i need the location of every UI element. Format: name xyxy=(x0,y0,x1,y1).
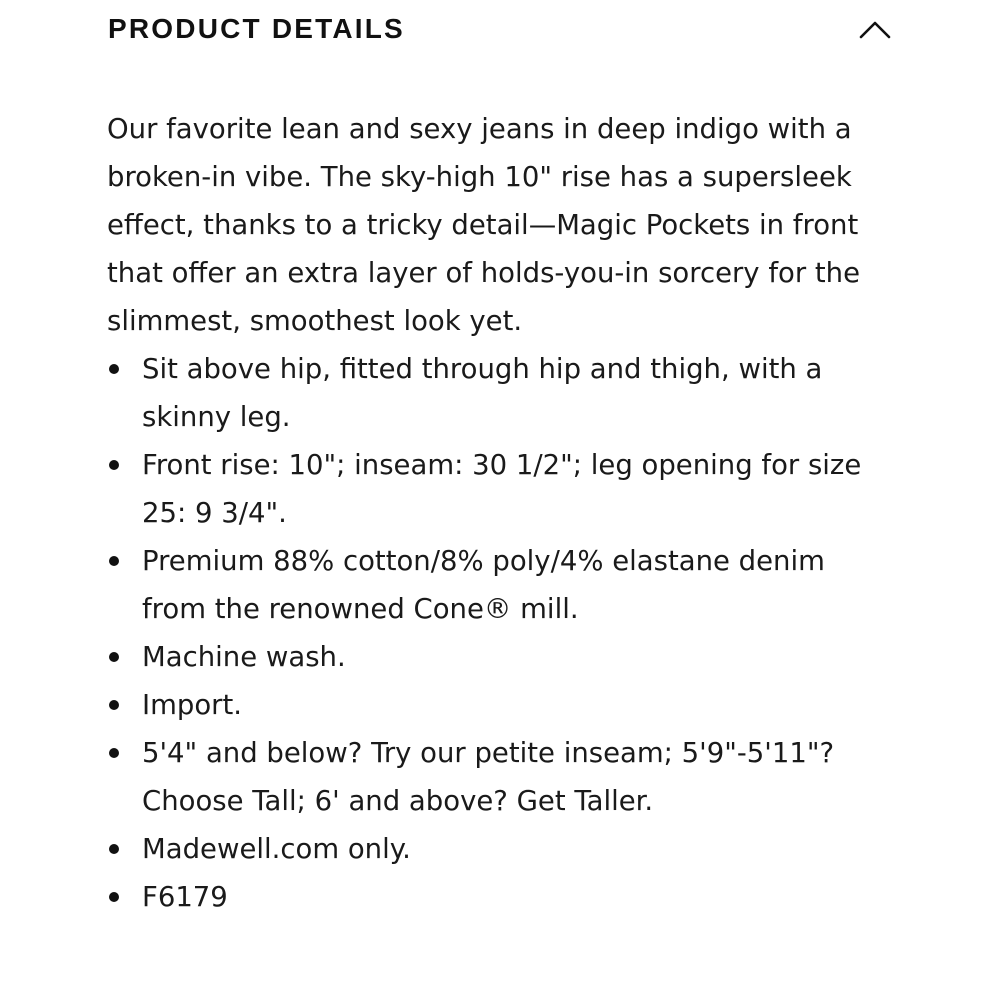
bullet-icon xyxy=(109,652,119,662)
list-item-text: Import. xyxy=(142,689,243,721)
bullet-icon xyxy=(109,844,119,854)
bullet-icon xyxy=(109,700,119,710)
list-item-text: Sit above hip, fitted through hip and thigh, with a skinny leg. xyxy=(142,353,823,433)
bullet-icon xyxy=(109,892,119,902)
list-item-text: Madewell.com only. xyxy=(142,833,411,865)
bullet-icon xyxy=(109,460,119,470)
list-item xyxy=(107,729,887,825)
bullet-icon xyxy=(109,748,119,758)
list-item xyxy=(107,537,887,633)
list-item-text: F6179 xyxy=(142,881,228,913)
list-item xyxy=(107,681,887,729)
list-item-text: Premium 88% cotton/8% poly/4% elastane denim from the renowned Cone® mill. xyxy=(142,545,825,625)
list-item xyxy=(107,873,887,921)
list-item-text: Front rise: 10"; inseam: 30 1/2"; leg opening for size 25: 9 3/4". xyxy=(142,449,862,529)
list-item-text: Machine wash. xyxy=(142,641,346,673)
list-item xyxy=(107,345,887,441)
bullet-icon xyxy=(109,364,119,374)
product-details-body xyxy=(107,105,887,921)
list-item xyxy=(107,825,887,873)
bullet-icon xyxy=(109,556,119,566)
section-title: PRODUCT DETAILS xyxy=(108,13,405,44)
list-item-text: 5'4" and below? Try our petite inseam; 5'9"-5'11"? Choose Tall; 6' and above? Get Taller. xyxy=(142,737,835,817)
list-item xyxy=(107,633,887,681)
chevron-up-icon[interactable] xyxy=(858,12,892,46)
list-item xyxy=(107,441,887,537)
product-description: Our favorite lean and sexy jeans in deep indigo with a broken-in vibe. The sky-high 10" rise has a supersleek effect, thanks to a tricky detail—Magic Pockets in front that offer an extra layer of holds-you-in sorcery for the slimmest, smoothest look yet. xyxy=(107,113,861,337)
details-list xyxy=(107,345,887,921)
product-details-accordion-header[interactable] xyxy=(108,6,898,52)
